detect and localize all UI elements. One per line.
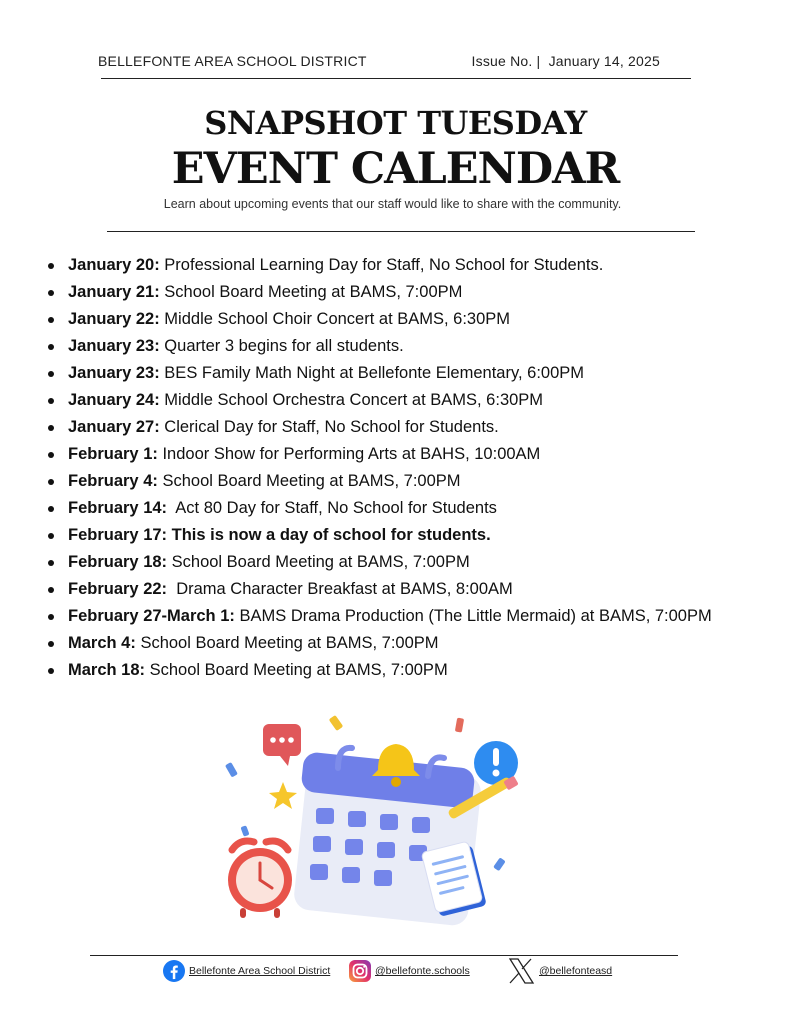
event-date: January 23: — [68, 337, 160, 355]
event-description: School Board Meeting at BAMS, 7:00PM — [159, 283, 463, 301]
facebook-icon — [163, 960, 185, 982]
event-item — [46, 360, 766, 387]
page-title-line2: EVENT CALENDAR — [171, 144, 620, 194]
event-description: Middle School Orchestra Concert at BAMS, 6:30PM — [159, 391, 544, 409]
title-divider — [107, 231, 695, 232]
event-item — [46, 387, 766, 414]
facebook-handle[interactable]: Bellefonte Area School District — [189, 965, 331, 977]
event-item — [46, 630, 766, 657]
event-date: February 22: — [68, 580, 168, 598]
event-description: Act 80 Day for Staff, No School for Students — [167, 499, 497, 517]
event-date: January 21: — [68, 283, 160, 301]
event-date: March 4: — [68, 634, 136, 652]
x-logo-icon — [507, 956, 535, 986]
event-date: January 27: — [68, 418, 160, 436]
page-title-line1: SNAPSHOT TUESDAY — [204, 104, 587, 142]
event-description: Quarter 3 begins for all students. — [159, 337, 404, 355]
event-date: March 18: — [68, 661, 146, 679]
event-item — [46, 495, 766, 522]
event-date: January 22: — [68, 310, 160, 328]
event-description: School Board Meeting at BAMS, 7:00PM — [135, 634, 439, 652]
event-description: School Board Meeting at BAMS, 7:00PM — [157, 472, 461, 490]
event-date: January 23: — [68, 364, 160, 382]
event-description: Middle School Choir Concert at BAMS, 6:30PM — [159, 310, 511, 328]
event-item — [46, 603, 766, 630]
footer-divider — [90, 955, 678, 956]
district-name: BELLEFONTE AREA SCHOOL DISTRICT — [98, 53, 367, 69]
x-link[interactable] — [507, 958, 612, 984]
event-date: February 1: — [68, 445, 158, 463]
event-description: BES Family Math Night at Bellefonte Elementary, 6:00PM — [159, 364, 585, 382]
event-description: School Board Meeting at BAMS, 7:00PM — [167, 553, 470, 571]
event-item — [46, 414, 766, 441]
event-item — [46, 252, 766, 279]
event-description: School Board Meeting at BAMS, 7:00PM — [145, 661, 448, 679]
facebook-link[interactable] — [163, 958, 330, 984]
event-date: January 24: — [68, 391, 160, 409]
event-description: Drama Character Breakfast at BAMS, 8:00AM — [167, 580, 513, 598]
instagram-handle[interactable]: @bellefonte.schools — [375, 965, 470, 977]
event-description: BAMS Drama Production (The Little Mermaid) at BAMS, 7:00PM — [234, 607, 712, 625]
event-item — [46, 468, 766, 495]
calendar-illustration-icon — [220, 708, 530, 933]
event-date: February 14: — [68, 499, 168, 517]
event-item — [46, 306, 766, 333]
event-date: February 4: — [68, 472, 158, 490]
issue-info — [472, 53, 660, 69]
instagram-icon — [349, 960, 371, 982]
event-item — [46, 522, 766, 549]
event-date: February 17: — [68, 526, 168, 544]
event-item — [46, 279, 766, 306]
event-date: February 18: — [68, 553, 168, 571]
event-description: This is now a day of school for students. — [167, 526, 491, 544]
issue-date: January 14, 2025 — [548, 53, 660, 69]
event-item — [46, 576, 766, 603]
header-divider — [101, 78, 691, 79]
event-item — [46, 657, 766, 684]
event-date: January 20: — [68, 256, 160, 274]
event-list — [46, 252, 766, 684]
event-item — [46, 441, 766, 468]
event-description: Professional Learning Day for Staff, No School for Students. — [159, 256, 604, 274]
event-item — [46, 549, 766, 576]
page-subtitle: Learn about upcoming events that our staff would like to share with the community. — [163, 197, 622, 211]
header — [98, 53, 660, 69]
event-item — [46, 333, 766, 360]
event-date: February 27-March 1: — [68, 607, 235, 625]
issue-label: Issue No. | — [471, 53, 541, 69]
x-handle[interactable]: @bellefonteasd — [539, 965, 613, 977]
instagram-link[interactable] — [349, 958, 470, 984]
event-description: Indoor Show for Performing Arts at BAHS, 10:00AM — [157, 445, 541, 463]
event-description: Clerical Day for Staff, No School for Students. — [159, 418, 499, 436]
